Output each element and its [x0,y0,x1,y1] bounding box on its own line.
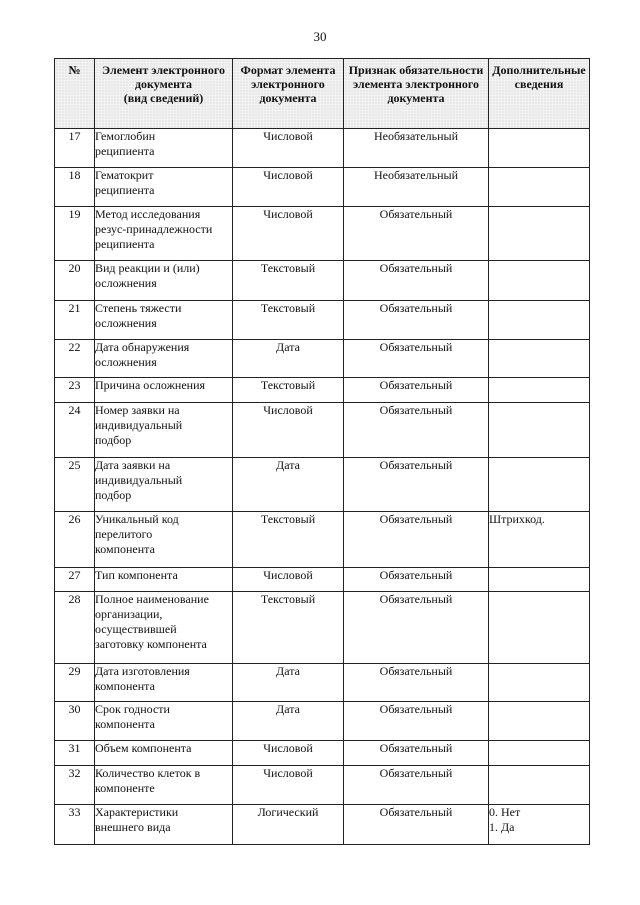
row-number: 33 [55,805,95,845]
table-row [55,261,590,301]
element-extra [489,568,590,592]
element-format: Текстовый [233,512,344,568]
element-required: Обязательный [344,741,489,766]
element-format: Числовой [233,766,344,805]
element-name-line: Метод исследования [95,207,201,221]
element-required: Обязательный [344,403,489,458]
element-name [95,592,233,664]
element-name-line: компонента [95,679,155,693]
element-name [95,805,233,845]
element-extra [489,512,590,568]
element-extra [489,702,590,741]
element-name [95,261,233,301]
element-required: Обязательный [344,766,489,805]
element-extra [489,340,590,378]
table-row [55,340,590,378]
table-row [55,207,590,261]
table-row [55,766,590,805]
element-name-line: Дата изготовления [95,664,190,678]
row-number: 18 [55,168,95,207]
element-name-line: индивидуальный [95,418,183,432]
element-required: Обязательный [344,301,489,340]
element-name [95,512,233,568]
element-extra [489,664,590,702]
header-format: Формат элемента электронного документа [233,59,344,129]
page-number: 30 [313,29,327,44]
table-row [55,702,590,741]
element-name [95,340,233,378]
row-number: 26 [55,512,95,568]
element-name [95,458,233,512]
table-row [55,741,590,766]
header-num: № [55,59,95,129]
element-name-line: осложнения [95,316,157,330]
element-required: Обязательный [344,592,489,664]
element-extra [489,766,590,805]
element-format: Числовой [233,403,344,458]
row-number: 20 [55,261,95,301]
element-required: Обязательный [344,702,489,741]
element-extra [489,168,590,207]
element-extra [489,261,590,301]
element-name [95,664,233,702]
element-name-line: Срок годности [95,702,170,716]
element-required: Обязательный [344,568,489,592]
row-number: 32 [55,766,95,805]
element-name-line: Объем компонента [95,741,192,755]
header-element [95,59,233,129]
element-extra [489,805,590,845]
table-row [55,592,590,664]
table-row [55,301,590,340]
table-body [55,129,590,845]
element-extra-line: 0. Нет [489,805,521,819]
element-name-line: компонента [95,542,155,556]
element-extra [489,458,590,512]
element-name-line: заготовку компонента [95,637,207,651]
element-format: Текстовый [233,378,344,403]
element-format: Текстовый [233,592,344,664]
element-name-line: индивидуальный [95,473,183,487]
element-name [95,741,233,766]
element-name-line: реципиента [95,183,155,197]
element-name-line: резус-принадлежности [95,222,213,236]
element-required: Обязательный [344,378,489,403]
element-name-line: организации, [95,607,163,621]
row-number: 23 [55,378,95,403]
element-format: Дата [233,340,344,378]
header-element-title: Элемент электронного документа [102,63,225,91]
element-extra-line: 1. Да [489,820,515,834]
element-required: Обязательный [344,664,489,702]
header-required: Признак обязательности элемента электронного документа [344,59,489,129]
table-row [55,512,590,568]
element-name-line: Характеристики [95,805,179,819]
element-name-line: Гемоглобин [95,129,156,143]
element-format: Числовой [233,207,344,261]
row-number: 17 [55,129,95,168]
element-name-line: компоненте [95,781,155,795]
element-format: Числовой [233,741,344,766]
element-name [95,568,233,592]
element-extra [489,403,590,458]
element-name-line: Уникальный код [95,512,179,526]
element-format: Числовой [233,129,344,168]
row-number: 29 [55,664,95,702]
element-name-line: осуществившей [95,622,177,636]
element-extra-line: Штрихкод. [489,512,545,526]
element-required: Обязательный [344,512,489,568]
row-number: 30 [55,702,95,741]
table-row [55,168,590,207]
element-format: Дата [233,664,344,702]
element-name-line: перелитого [95,527,153,541]
element-format: Текстовый [233,301,344,340]
element-format: Текстовый [233,261,344,301]
element-name [95,168,233,207]
table-row [55,129,590,168]
element-extra [489,207,590,261]
element-format: Дата [233,702,344,741]
element-extra [489,129,590,168]
element-name-line: подбор [95,433,132,447]
element-required: Обязательный [344,805,489,845]
element-format: Числовой [233,568,344,592]
row-number: 19 [55,207,95,261]
element-name-line: осложнения [95,355,157,369]
row-number: 27 [55,568,95,592]
element-extra [489,378,590,403]
element-name-line: Дата обнаружения [95,340,190,354]
element-name-line: Тип компонента [95,568,178,582]
element-name [95,207,233,261]
element-name-line: реципиента [95,237,155,251]
table-header [55,59,590,129]
table-row [55,568,590,592]
table-row [55,664,590,702]
row-number: 31 [55,741,95,766]
element-required: Необязательный [344,129,489,168]
element-name [95,378,233,403]
element-name [95,766,233,805]
document-table [54,58,590,845]
row-number: 24 [55,403,95,458]
element-name-line: осложнения [95,276,157,290]
element-name [95,702,233,741]
element-name-line: Вид реакции и (или) [95,261,200,275]
element-name-line: Гематокрит [95,168,154,182]
element-name-line: подбор [95,488,132,502]
header-element-sub: (вид сведений) [123,91,204,105]
row-number: 28 [55,592,95,664]
element-extra [489,741,590,766]
row-number: 22 [55,340,95,378]
element-format: Числовой [233,168,344,207]
element-name-line: Количество клеток в [95,766,201,780]
table-row [55,378,590,403]
element-required: Обязательный [344,340,489,378]
element-extra [489,592,590,664]
element-name [95,403,233,458]
element-name [95,301,233,340]
element-name-line: Дата заявки на [95,458,171,472]
element-required: Необязательный [344,168,489,207]
row-number: 25 [55,458,95,512]
element-format: Логический [233,805,344,845]
element-required: Обязательный [344,261,489,301]
element-name-line: Степень тяжести [95,301,182,315]
element-name-line: Полное наименование [95,592,209,606]
element-required: Обязательный [344,207,489,261]
table-row [55,403,590,458]
element-name-line: Номер заявки на [95,403,180,417]
header-extra: Дополнительные сведения [489,59,590,129]
element-name-line: реципиента [95,144,155,158]
element-extra [489,301,590,340]
row-number: 21 [55,301,95,340]
element-name-line: компонента [95,717,155,731]
element-required: Обязательный [344,458,489,512]
element-format: Дата [233,458,344,512]
table-row [55,458,590,512]
element-name [95,129,233,168]
element-name-line: внешнего вида [95,820,171,834]
table-row [55,805,590,845]
element-name-line: Причина осложнения [95,378,206,392]
